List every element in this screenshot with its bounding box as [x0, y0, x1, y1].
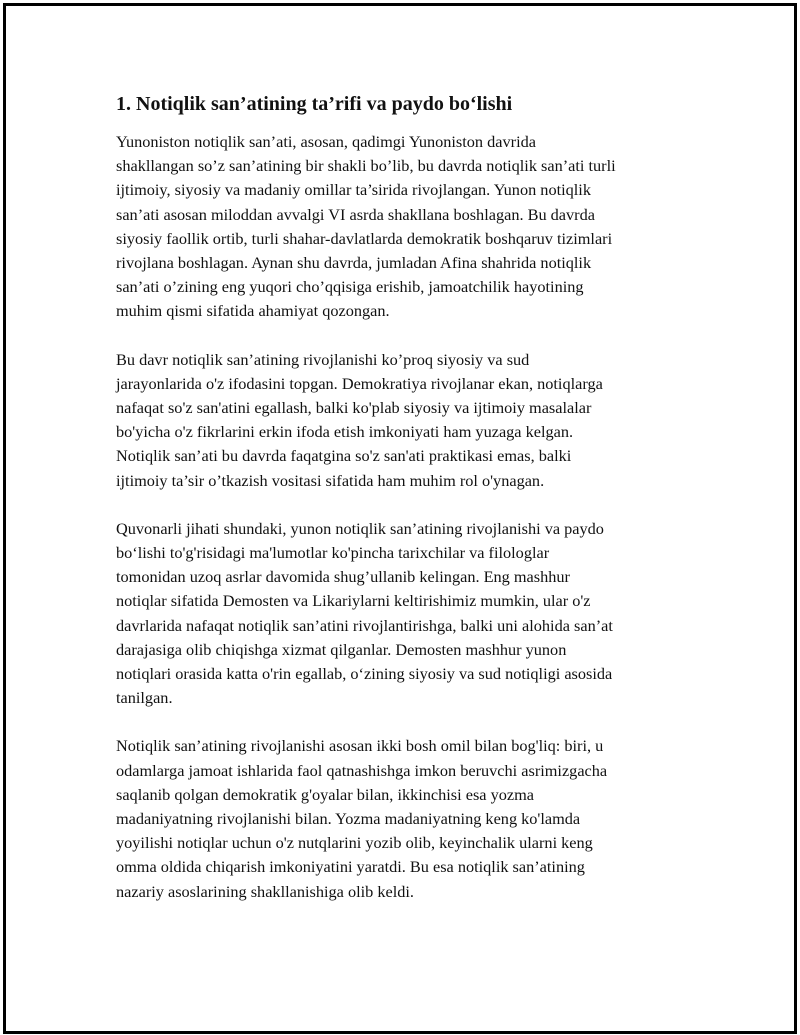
paragraph-line: Notiqlik san’atining rivojlanishi asosan ikki bosh omil bilan bog'liq: biri, u: [116, 736, 604, 756]
paragraph-line: madaniyatning rivojlanishi bilan. Yozma madaniyatning keng ko'lamda: [116, 809, 581, 829]
paragraph-line: muhim qismi sifatida ahamiyat qozongan.: [116, 301, 390, 321]
paragraph-3: [116, 517, 696, 711]
paragraph-line: nafaqat so'z san'atini egallash, balki ko'plab siyosiy va ijtimoiy masalalar: [116, 398, 592, 418]
paragraph-line: Notiqlik san’ati bu davrda faqatgina so'z san'ati praktikasi emas, balki: [116, 446, 572, 466]
paragraph-line: Bu davr notiqlik san’atining rivojlanishi ko’proq siyosiy va sud: [116, 349, 530, 369]
paragraph-line: odamlarga jamoat ishlarida faol qatnashishga imkon beruvchi asrimizgacha: [116, 760, 608, 780]
paragraph-line: yoyilishi notiqlar uchun o'z nutqlarini yozib olib, keyinchalik ularni keng: [116, 833, 593, 853]
paragraph-line: bo‘lishi to'g'risidagi ma'lumotlar ko'pincha tarixchilar va filologlar: [116, 543, 550, 563]
paragraph-line: shakllangan so’z san’atining bir shakli bo’lib, bu davrda notiqlik san’ati turli: [116, 156, 616, 176]
paragraph-line: notiqlari orasida katta o'rin egallab, o‘zining siyosiy va sud notiqligi asosida: [116, 664, 613, 684]
paragraph-line: rivojlana boshlagan. Aynan shu davrda, jumladan Afina shahrida notiqlik: [116, 253, 592, 273]
paragraph-1: [116, 130, 696, 324]
paragraph-line: ijtimoiy ta’sir o’tkazish vositasi sifatida ham muhim rol o'ynagan.: [116, 470, 545, 490]
paragraph-line: davrlarida nafaqat notiqlik san’atini rivojlantirishga, balki uni alohida san’at: [116, 615, 613, 635]
paragraph-line: jarayonlarida o'z ifodasini topgan. Demokratiya rivojlanar ekan, notiqlarga: [116, 373, 603, 393]
paragraph-line: notiqlar sifatida Demosten va Likariylarni keltirishimiz mumkin, ular o'z: [116, 591, 591, 611]
paragraph-line: saqlanib qolgan demokratik g'oyalar bilan, ikkinchisi esa yozma: [116, 784, 534, 804]
paragraph-line: san’ati o’zining eng yuqori cho’qqisiga erishib, jamoatchilik hayotining: [116, 277, 584, 297]
paragraph-line: san’ati asosan miloddan avvalgi VI asrda shakllana boshlagan. Bu davrda: [116, 204, 595, 224]
paragraph-line: omma oldida chiqarish imkoniyatini yaratdi. Bu esa notiqlik san’atining: [116, 857, 585, 877]
paragraph-2: [116, 348, 696, 493]
section-heading: 1. Notiqlik san’atining ta’rifi va paydo bo‘lishi: [116, 93, 513, 115]
document-content: [116, 92, 696, 928]
paragraph-line: tomonidan uzoq asrlar davomida shug’ullanib kelingan. Eng mashhur: [116, 567, 570, 587]
paragraph-line: darajasiga olib chiqishga xizmat qilganlar. Demosten mashhur yunon: [116, 639, 567, 659]
paragraph-line: tanilgan.: [116, 688, 173, 708]
paragraph-line: ijtimoiy, siyosiy va madaniy omillar ta’sirida rivojlangan. Yunon notiqlik: [116, 180, 591, 200]
paragraph-line: bo'yicha o'z fikrlarini erkin ifoda etish imkoniyati ham yuzaga kelgan.: [116, 422, 574, 442]
paragraph-line: siyosiy faollik ortib, turli shahar-davlatlarda demokratik boshqaruv tizimlari: [116, 228, 613, 248]
paragraph-line: Quvonarli jihati shundaki, yunon notiqlik san’atining rivojlanishi va paydo: [116, 518, 604, 538]
paragraph-4: [116, 734, 696, 903]
paragraph-line: nazariy asoslarining shakllanishiga olib keldi.: [116, 881, 414, 901]
paragraph-line: Yunoniston notiqlik san’ati, asosan, qadimgi Yunoniston davrida: [116, 132, 536, 151]
